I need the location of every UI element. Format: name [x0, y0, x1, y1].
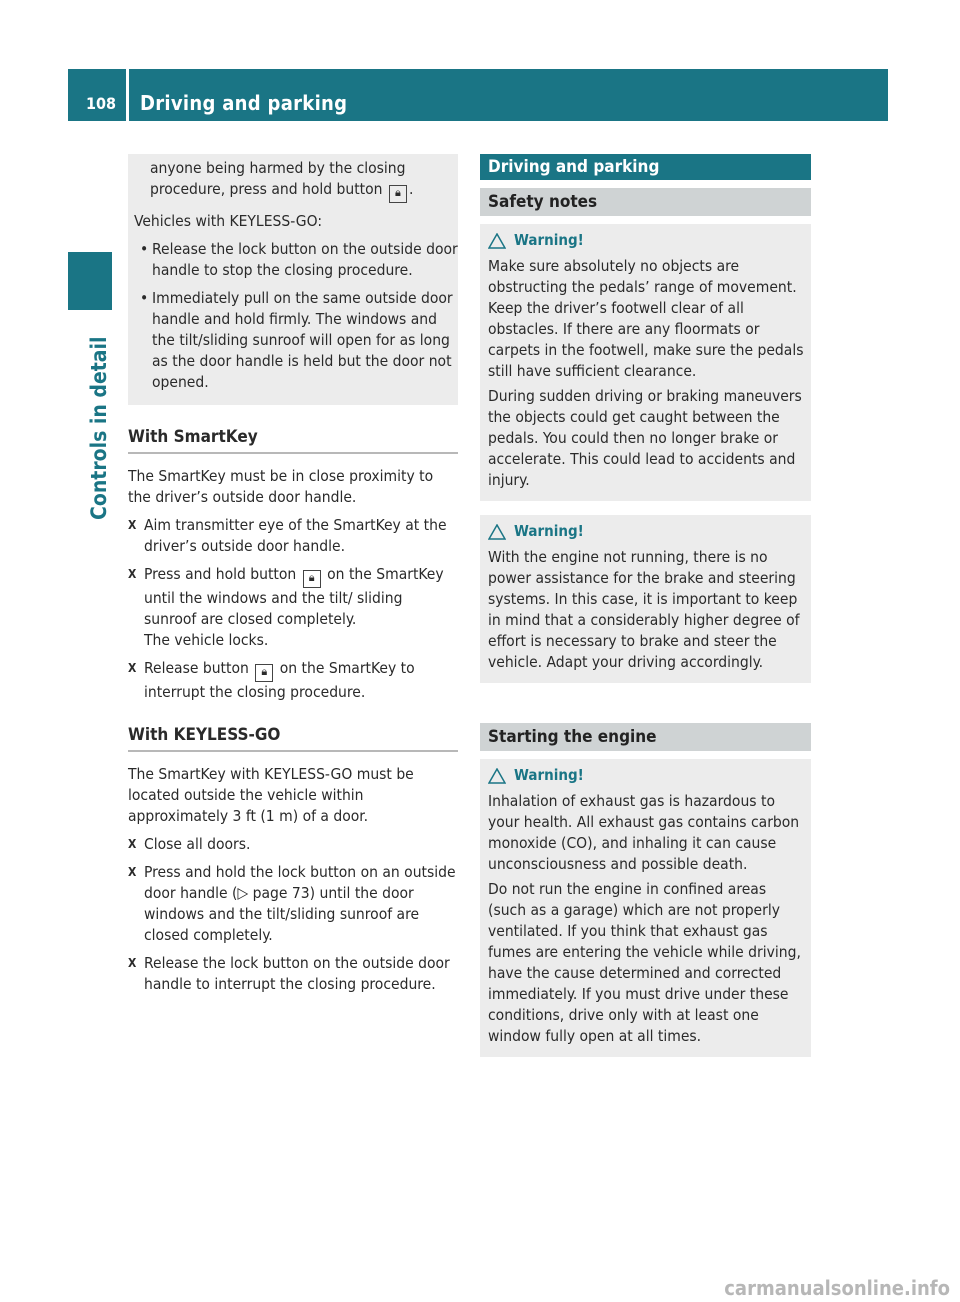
page-title: Driving and parking [140, 91, 348, 115]
starting-engine-heading: Starting the engine [480, 723, 811, 751]
warning-label: Warning! [514, 522, 584, 540]
side-tab-marker [68, 252, 112, 310]
keylessgo-intro: The SmartKey with KEYLESS-GO must be located outside the vehicle within approximately 3 ft (1 m) of a door. [128, 765, 414, 825]
smartkey-heading: With SmartKey [128, 427, 458, 454]
continued-text: anyone being harmed by the closing procedure, press and hold button 🔒︎ . [128, 158, 458, 203]
watermark: carmanualsonline.info [724, 1276, 950, 1300]
step-text: Press and hold the lock button on an outside door handle (▷ page 73) until the door windows and the tilt/sliding sunroof are closed completely. [144, 863, 456, 944]
warning-triangle-icon [488, 233, 506, 249]
bullet-text: Release the lock button on the outside door handle to stop the closing procedure. [152, 240, 458, 279]
warning-text: Make sure absolutely no objects are obstructing the pedals’ range of movement. Keep the driver’s footwell clear of all obstacles. If there are any floormats or carpets in the footwell, make sure the pedals still have sufficient clearance. [488, 257, 804, 380]
step-item [128, 658, 458, 703]
warning-text: With the engine not running, there is no power assistance for the brake and steering systems. In this case, it is important to keep in mind that a considerably higher degree of effort is necessary to brake and steer the vehicle. Adapt your driving accordingly. [488, 548, 800, 671]
list-item [128, 239, 458, 281]
safety-notes-heading: Safety notes [480, 188, 811, 216]
warning-triangle-icon [488, 768, 506, 784]
bullet-text: Immediately pull on the same outside door handle and hold firmly. The windows and the tilt/sliding sunroof will open for as long as the door handle is held but the door not opened. [152, 289, 453, 391]
step-item [128, 953, 458, 995]
right-column [480, 154, 811, 1057]
arrow-marker-icon: X [128, 865, 137, 879]
step-item [128, 862, 458, 946]
header-divider [126, 69, 129, 121]
warning-box [480, 515, 811, 683]
step-text: Press and hold button [144, 565, 297, 583]
section-title: Driving and parking [480, 154, 811, 180]
arrow-marker-icon: X [128, 567, 137, 581]
page-number: 108 [86, 94, 117, 113]
left-column [128, 154, 458, 1002]
step-item [128, 564, 458, 651]
arrow-marker-icon: X [128, 956, 137, 970]
list-item [128, 288, 458, 393]
smartkey-intro: The SmartKey must be in close proximity to the driver’s outside door handle. [128, 467, 434, 506]
step-text: Close all doors. [144, 835, 251, 853]
step-result: The vehicle locks. [144, 631, 269, 649]
step-text: Release the lock button on the outside door handle to interrupt the closing procedure. [144, 954, 450, 993]
step-item [128, 515, 458, 557]
warning-box [480, 224, 811, 501]
arrow-marker-icon: X [128, 518, 137, 532]
warning-title [488, 765, 805, 786]
warning-title [488, 230, 805, 251]
step-item [128, 834, 458, 855]
continued-line-1: anyone being harmed by the closing [150, 159, 406, 177]
continued-warning-box [128, 154, 458, 405]
warning-label: Warning! [514, 766, 584, 784]
keyless-label: Vehicles with KEYLESS-GO: [134, 212, 323, 230]
bullet-marker: • [140, 240, 149, 258]
lock-icon: 🔒︎ [303, 570, 321, 588]
warning-label: Warning! [514, 231, 584, 249]
warning-text: Do not run the engine in confined areas (such as a garage) which are not properly ventilated. If you think that exhaust gas fumes are entering the vehicle while driving, have the cause determined and corrected immediately. If you must drive under these conditions, drive only with at least one window fully open at all times. [488, 880, 801, 1045]
side-tab-label: Controls in detail [87, 336, 111, 520]
warning-text: During sudden driving or braking maneuvers the objects could get caught between the pedals. You could then no longer brake or accelerate. This could lead to accidents and injury. [488, 387, 802, 489]
step-text: Aim transmitter eye of the SmartKey at the driver’s outside door handle. [144, 516, 447, 555]
arrow-marker-icon: X [128, 661, 137, 675]
warning-box [480, 759, 811, 1057]
lock-icon: 🔒︎ [255, 664, 273, 682]
warning-text: Inhalation of exhaust gas is hazardous to your health. All exhaust gas contains carbon monoxide (CO), and inhaling it can cause unconsciousness and possible death. [488, 792, 800, 873]
step-text: on the SmartKey to interrupt the closing procedure. [144, 659, 415, 701]
lock-icon: 🔒︎ [389, 185, 407, 203]
keylessgo-heading: With KEYLESS-GO [128, 725, 458, 752]
step-text: on the SmartKey until the windows and the tilt/ sliding sunroof are closed completely. [144, 565, 444, 628]
warning-triangle-icon [488, 524, 506, 540]
step-text: Release button [144, 659, 249, 677]
arrow-marker-icon: X [128, 837, 137, 851]
continued-line-2: procedure, press and hold button [150, 180, 383, 198]
bullet-marker: • [140, 289, 149, 307]
warning-title [488, 521, 805, 542]
